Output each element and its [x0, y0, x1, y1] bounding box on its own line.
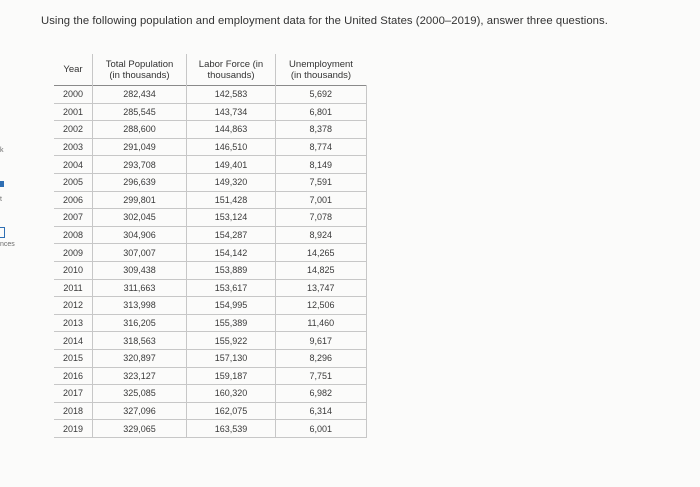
table-row [54, 173, 366, 191]
cell-labor-force: 157,130 [187, 349, 276, 367]
cell-unemployment: 9,617 [276, 332, 367, 350]
cell-labor-force: 149,320 [187, 173, 276, 191]
cell-unemployment: 12,506 [276, 297, 367, 315]
header-unemployment-line2: (in thousands) [290, 69, 352, 81]
table-row [54, 279, 366, 297]
cell-unemployment: 8,149 [276, 156, 367, 174]
cell-population: 329,065 [93, 420, 187, 438]
edge-box-icon [0, 227, 5, 238]
table-row [54, 138, 366, 156]
header-labor-force [187, 54, 276, 86]
table-row [54, 297, 366, 315]
table-body [54, 86, 366, 438]
cell-year: 2009 [54, 244, 93, 262]
cell-year: 2006 [54, 191, 93, 209]
table-row [54, 226, 366, 244]
header-labor-line2: thousands) [207, 69, 255, 81]
cell-year: 2015 [54, 349, 93, 367]
cell-labor-force: 151,428 [187, 191, 276, 209]
cell-unemployment: 7,001 [276, 191, 367, 209]
header-population-line2: (in thousands) [109, 69, 170, 81]
cell-unemployment: 6,982 [276, 385, 367, 403]
table-row [54, 156, 366, 174]
cell-labor-force: 155,389 [187, 314, 276, 332]
table-row [54, 86, 366, 104]
cell-unemployment: 7,078 [276, 209, 367, 227]
employment-data-table [54, 54, 367, 438]
table-row [54, 191, 366, 209]
cell-labor-force: 146,510 [187, 138, 276, 156]
cell-population: 320,897 [93, 349, 187, 367]
edge-text-2: t [0, 196, 2, 203]
cell-population: 285,545 [93, 103, 187, 121]
cell-unemployment: 11,460 [276, 314, 367, 332]
edge-marker-icon [0, 181, 4, 187]
cell-population: 323,127 [93, 367, 187, 385]
cell-population: 309,438 [93, 261, 187, 279]
cell-population: 302,045 [93, 209, 187, 227]
cell-unemployment: 8,924 [276, 226, 367, 244]
cell-population: 316,205 [93, 314, 187, 332]
cell-year: 2002 [54, 121, 93, 139]
table-row [54, 349, 366, 367]
header-year-label: Year [63, 64, 83, 75]
cell-population: 313,998 [93, 297, 187, 315]
cell-unemployment: 8,774 [276, 138, 367, 156]
header-labor-line1: Labor Force (in [198, 58, 264, 70]
cell-labor-force: 154,142 [187, 244, 276, 262]
header-population-line1: Total Population [105, 58, 174, 70]
cell-population: 296,639 [93, 173, 187, 191]
cell-year: 2005 [54, 173, 93, 191]
cell-unemployment: 7,591 [276, 173, 367, 191]
cell-year: 2003 [54, 138, 93, 156]
cell-year: 2000 [54, 86, 93, 104]
cell-unemployment: 13,747 [276, 279, 367, 297]
cell-labor-force: 163,539 [187, 420, 276, 438]
question-instruction: Using the following population and employment data for the United States (2000–2019), answer three questions. [41, 15, 608, 27]
cell-unemployment: 5,692 [276, 86, 367, 104]
cell-labor-force: 153,889 [187, 261, 276, 279]
cell-labor-force: 154,287 [187, 226, 276, 244]
header-unemployment [276, 54, 367, 86]
table-row [54, 121, 366, 139]
cell-population: 307,007 [93, 244, 187, 262]
cell-year: 2008 [54, 226, 93, 244]
cell-population: 293,708 [93, 156, 187, 174]
cell-year: 2019 [54, 420, 93, 438]
cell-unemployment: 6,001 [276, 420, 367, 438]
cell-year: 2010 [54, 261, 93, 279]
cell-population: 327,096 [93, 402, 187, 420]
cell-year: 2004 [54, 156, 93, 174]
left-sidebar-fragment [0, 0, 30, 487]
cell-unemployment: 8,378 [276, 121, 367, 139]
cell-unemployment: 14,265 [276, 244, 367, 262]
cell-labor-force: 160,320 [187, 385, 276, 403]
header-year [54, 54, 93, 86]
cell-labor-force: 149,401 [187, 156, 276, 174]
cell-unemployment: 7,751 [276, 367, 367, 385]
edge-text-1: k [0, 147, 4, 154]
cell-population: 291,049 [93, 138, 187, 156]
table-row [54, 261, 366, 279]
cell-labor-force: 154,995 [187, 297, 276, 315]
cell-labor-force: 159,187 [187, 367, 276, 385]
cell-population: 304,906 [93, 226, 187, 244]
cell-labor-force: 144,863 [187, 121, 276, 139]
cell-year: 2001 [54, 103, 93, 121]
table-header-row [54, 54, 366, 86]
cell-labor-force: 153,124 [187, 209, 276, 227]
header-population [93, 54, 187, 86]
table-row [54, 244, 366, 262]
cell-population: 318,563 [93, 332, 187, 350]
cell-unemployment: 6,314 [276, 402, 367, 420]
cell-labor-force: 162,075 [187, 402, 276, 420]
edge-text-3[interactable]: nces [0, 241, 15, 248]
cell-year: 2007 [54, 209, 93, 227]
cell-year: 2018 [54, 402, 93, 420]
table-row [54, 385, 366, 403]
table-row [54, 103, 366, 121]
cell-labor-force: 143,734 [187, 103, 276, 121]
cell-labor-force: 153,617 [187, 279, 276, 297]
cell-population: 282,434 [93, 86, 187, 104]
cell-year: 2011 [54, 279, 93, 297]
table-row [54, 332, 366, 350]
cell-year: 2012 [54, 297, 93, 315]
table-row [54, 367, 366, 385]
cell-population: 325,085 [93, 385, 187, 403]
cell-year: 2013 [54, 314, 93, 332]
cell-unemployment: 8,296 [276, 349, 367, 367]
cell-labor-force: 155,922 [187, 332, 276, 350]
cell-year: 2016 [54, 367, 93, 385]
table-row [54, 314, 366, 332]
cell-year: 2017 [54, 385, 93, 403]
cell-population: 288,600 [93, 121, 187, 139]
cell-unemployment: 6,801 [276, 103, 367, 121]
cell-year: 2014 [54, 332, 93, 350]
cell-population: 311,663 [93, 279, 187, 297]
cell-population: 299,801 [93, 191, 187, 209]
table-row [54, 420, 366, 438]
cell-labor-force: 142,583 [187, 86, 276, 104]
header-unemployment-line1: Unemployment [289, 58, 353, 70]
cell-unemployment: 14,825 [276, 261, 367, 279]
table-row [54, 209, 366, 227]
table-row [54, 402, 366, 420]
